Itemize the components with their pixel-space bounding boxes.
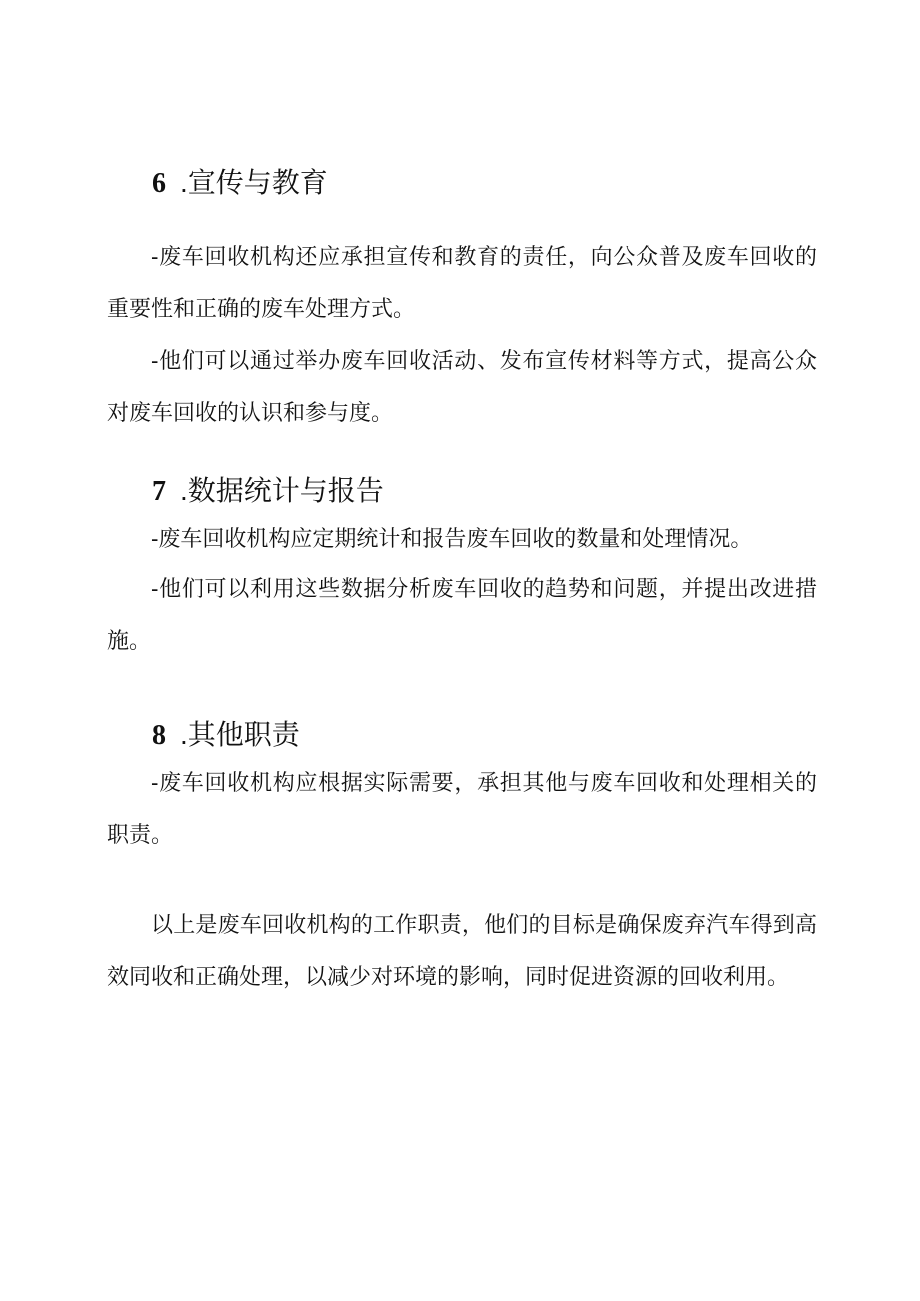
section-6-paragraph-1: -废车回收机构还应承担宣传和教育的责任，向公众普及废车回收的重要性和正确的废车处理方式。 — [107, 245, 817, 322]
section-8-paragraph-1: -废车回收机构应根据实际需要，承担其他与废车回收和处理相关的职责。 — [107, 771, 817, 848]
section-6-title: .宣传与教育 — [180, 167, 328, 198]
section-6-number: 6 — [152, 168, 166, 199]
section-8-number: 8 — [152, 720, 166, 751]
section-7-paragraph-2: -他们可以利用这些数据分析废车回收的趋势和问题，并提出改进措施。 — [107, 577, 817, 654]
section-6-heading — [152, 166, 328, 201]
section-8-heading — [152, 718, 300, 753]
section-7-number: 7 — [152, 476, 166, 507]
section-7-heading — [152, 474, 384, 509]
section-8-title: .其他职责 — [180, 719, 300, 750]
conclusion-paragraph: 以上是废车回收机构的工作职责，他们的目标是确保废弃汽车得到高效同收和正确处理，以减少对环境的影响，同时促进资源的回收利用。 — [107, 913, 817, 990]
section-7-title: .数据统计与报告 — [180, 475, 384, 506]
section-6-paragraph-2: -他们可以通过举办废车回收活动、发布宣传材料等方式，提高公众对废车回收的认识和参与度。 — [107, 349, 817, 426]
section-7-paragraph-1: -废车回收机构应定期统计和报告废车回收的数量和处理情况。 — [151, 527, 753, 552]
